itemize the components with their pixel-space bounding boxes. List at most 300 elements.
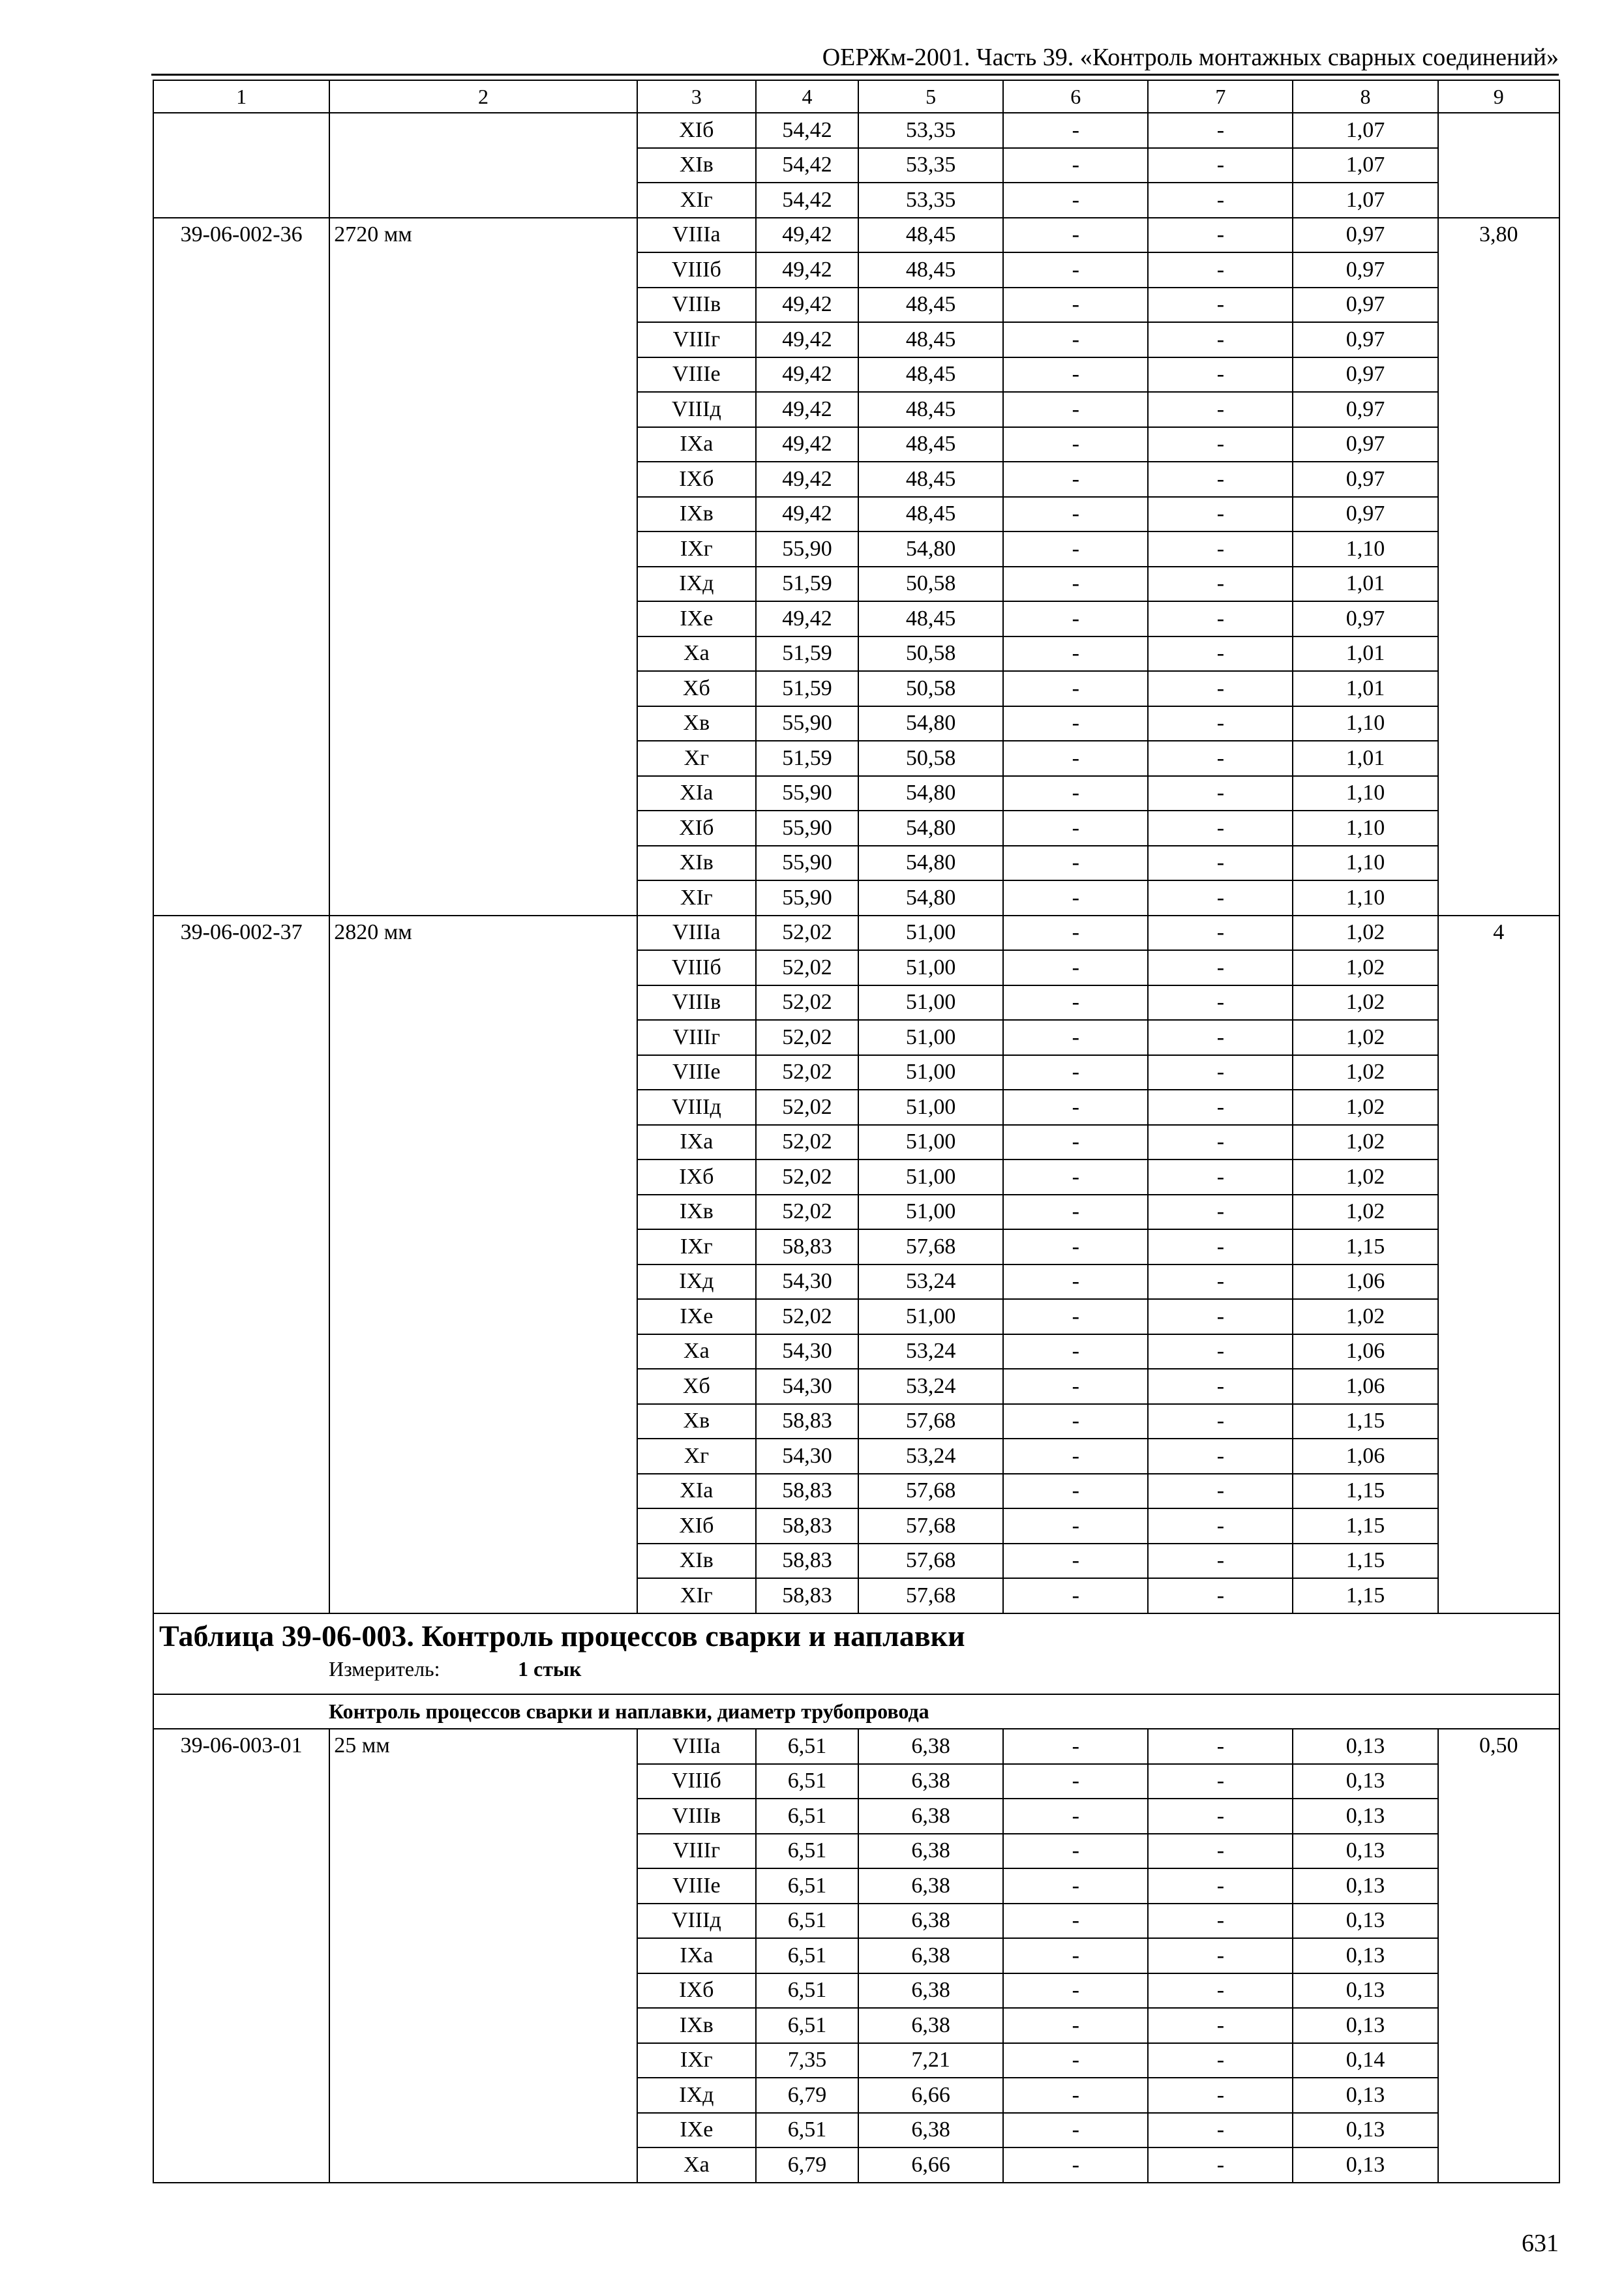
zone-cell: IXе: [637, 2113, 756, 2148]
zone-cell: Xа: [637, 636, 756, 672]
drivers-wages-cell: -: [1148, 1938, 1293, 1973]
wages-cell: 50,58: [858, 741, 1003, 776]
materials-cell: 1,15: [1293, 1544, 1437, 1579]
machines-cell: -: [1003, 880, 1148, 916]
zone-cell: XIб: [637, 811, 756, 846]
machines-cell: -: [1003, 1299, 1148, 1334]
wages-cell: 51,00: [858, 1020, 1003, 1055]
machines-cell: -: [1003, 846, 1148, 881]
drivers-wages-cell: -: [1148, 1125, 1293, 1160]
column-number: 4: [756, 80, 858, 113]
machines-cell: -: [1003, 1229, 1148, 1264]
drivers-wages-cell: -: [1148, 1729, 1293, 1764]
drivers-wages-cell: -: [1148, 1834, 1293, 1869]
labor-norm-cell: 4: [1438, 916, 1560, 1613]
wages-cell: 6,38: [858, 1868, 1003, 1904]
zone-cell: VIIIа: [637, 916, 756, 951]
cost-total-cell: 52,02: [756, 1125, 858, 1160]
materials-cell: 0,97: [1293, 601, 1437, 636]
machines-cell: -: [1003, 497, 1148, 532]
zone-cell: Xб: [637, 1369, 756, 1404]
drivers-wages-cell: -: [1148, 1264, 1293, 1300]
materials-cell: 1,10: [1293, 531, 1437, 567]
materials-cell: 1,10: [1293, 776, 1437, 811]
zone-cell: IXв: [637, 2008, 756, 2043]
zone-cell: Xа: [637, 2147, 756, 2183]
drivers-wages-cell: -: [1148, 811, 1293, 846]
machines-cell: -: [1003, 741, 1148, 776]
machines-cell: -: [1003, 2078, 1148, 2113]
cost-total-cell: 52,02: [756, 1020, 858, 1055]
drivers-wages-cell: -: [1148, 1474, 1293, 1509]
wages-cell: 48,45: [858, 357, 1003, 393]
zone-cell: VIIIг: [637, 322, 756, 357]
zone-cell: IXе: [637, 1299, 756, 1334]
wages-cell: 57,68: [858, 1578, 1003, 1613]
zone-cell: IXд: [637, 1264, 756, 1300]
materials-cell: 0,13: [1293, 2147, 1437, 2183]
machines-cell: -: [1003, 2043, 1148, 2078]
machines-cell: -: [1003, 531, 1148, 567]
materials-cell: 1,06: [1293, 1439, 1437, 1474]
zone-cell: IXв: [637, 1195, 756, 1230]
cost-total-cell: 49,42: [756, 252, 858, 288]
machines-cell: -: [1003, 462, 1148, 497]
cost-total-cell: 49,42: [756, 462, 858, 497]
drivers-wages-cell: -: [1148, 322, 1293, 357]
row-code: 39-06-002-37: [153, 916, 329, 1613]
machines-cell: -: [1003, 671, 1148, 706]
materials-cell: 0,13: [1293, 1799, 1437, 1834]
drivers-wages-cell: -: [1148, 1764, 1293, 1799]
zone-cell: XIг: [637, 1578, 756, 1613]
drivers-wages-cell: -: [1148, 1799, 1293, 1834]
materials-cell: 0,13: [1293, 1729, 1437, 1764]
materials-cell: 0,97: [1293, 288, 1437, 323]
drivers-wages-cell: -: [1148, 1369, 1293, 1404]
cost-total-cell: 55,90: [756, 706, 858, 741]
wages-cell: 53,24: [858, 1264, 1003, 1300]
table-body: [153, 80, 1559, 2183]
materials-cell: 0,97: [1293, 357, 1437, 393]
machines-cell: -: [1003, 1369, 1148, 1404]
drivers-wages-cell: -: [1148, 2147, 1293, 2183]
zone-cell: XIб: [637, 1508, 756, 1544]
drivers-wages-cell: -: [1148, 392, 1293, 427]
wages-cell: 51,00: [858, 1125, 1003, 1160]
materials-cell: 0,97: [1293, 392, 1437, 427]
row-name: 2820 мм: [329, 916, 637, 1613]
machines-cell: -: [1003, 2147, 1148, 2183]
drivers-wages-cell: -: [1148, 1299, 1293, 1334]
wages-cell: 51,00: [858, 1299, 1003, 1334]
zone-cell: VIIIд: [637, 1904, 756, 1939]
machines-cell: -: [1003, 1904, 1148, 1939]
drivers-wages-cell: -: [1148, 497, 1293, 532]
cost-total-cell: 6,51: [756, 1973, 858, 2009]
machines-cell: -: [1003, 1868, 1148, 1904]
drivers-wages-cell: -: [1148, 671, 1293, 706]
wages-cell: 48,45: [858, 288, 1003, 323]
zone-cell: Xа: [637, 1334, 756, 1369]
cost-total-cell: 6,51: [756, 1799, 858, 1834]
drivers-wages-cell: -: [1148, 427, 1293, 462]
machines-cell: -: [1003, 1404, 1148, 1439]
cost-total-cell: 58,83: [756, 1508, 858, 1544]
zone-cell: IXа: [637, 427, 756, 462]
column-number: 1: [153, 80, 329, 113]
cost-total-cell: 7,35: [756, 2043, 858, 2078]
drivers-wages-cell: -: [1148, 916, 1293, 951]
wages-cell: 53,35: [858, 183, 1003, 218]
drivers-wages-cell: -: [1148, 357, 1293, 393]
zone-cell: VIIIв: [637, 1799, 756, 1834]
cost-total-cell: 49,42: [756, 218, 858, 253]
zone-cell: VIIIе: [637, 1055, 756, 1090]
machines-cell: -: [1003, 1729, 1148, 1764]
cost-total-cell: 52,02: [756, 1195, 858, 1230]
wages-cell: 6,38: [858, 1973, 1003, 2009]
cost-total-cell: 51,59: [756, 567, 858, 602]
cost-total-cell: 54,42: [756, 183, 858, 218]
cost-total-cell: 6,51: [756, 2113, 858, 2148]
cost-total-cell: 54,42: [756, 113, 858, 148]
cost-total-cell: 6,51: [756, 1834, 858, 1869]
wages-cell: 51,00: [858, 916, 1003, 951]
materials-cell: 0,13: [1293, 1868, 1437, 1904]
row-code: [153, 113, 329, 218]
cost-total-cell: 6,51: [756, 1868, 858, 1904]
cost-total-cell: 6,51: [756, 1729, 858, 1764]
zone-cell: XIг: [637, 880, 756, 916]
zone-cell: Xг: [637, 741, 756, 776]
wages-cell: 51,00: [858, 1159, 1003, 1195]
running-header: ОЕРЖм-2001. Часть 39. «Контроль монтажных сварных соединений»: [822, 44, 1559, 71]
zone-cell: IXд: [637, 567, 756, 602]
wages-cell: 48,45: [858, 392, 1003, 427]
drivers-wages-cell: -: [1148, 1090, 1293, 1125]
zone-cell: VIIIа: [637, 218, 756, 253]
machines-cell: -: [1003, 776, 1148, 811]
cost-total-cell: 58,83: [756, 1404, 858, 1439]
materials-cell: 0,97: [1293, 252, 1437, 288]
cost-total-cell: 52,02: [756, 1090, 858, 1125]
machines-cell: -: [1003, 252, 1148, 288]
zone-cell: IXг: [637, 531, 756, 567]
row-code: 39-06-003-01: [153, 1729, 329, 2183]
machines-cell: -: [1003, 1125, 1148, 1160]
cost-total-cell: 54,30: [756, 1264, 858, 1300]
materials-cell: 0,13: [1293, 2008, 1437, 2043]
wages-cell: 51,00: [858, 1195, 1003, 1230]
wages-cell: 6,66: [858, 2078, 1003, 2113]
cost-total-cell: 52,02: [756, 1299, 858, 1334]
labor-norm-cell: [1438, 113, 1560, 218]
wages-cell: 7,21: [858, 2043, 1003, 2078]
zone-cell: Xг: [637, 1439, 756, 1474]
wages-cell: 6,38: [858, 1904, 1003, 1939]
machines-cell: -: [1003, 1799, 1148, 1834]
cost-total-cell: 58,83: [756, 1229, 858, 1264]
wages-cell: 54,80: [858, 776, 1003, 811]
table-title: Таблица 39-06-003. Контроль процессов сварки и наплавки: [159, 1619, 965, 1653]
materials-cell: 0,13: [1293, 1938, 1437, 1973]
zone-cell: VIIIг: [637, 1834, 756, 1869]
labor-norm-cell: 3,80: [1438, 218, 1560, 916]
materials-cell: 1,02: [1293, 950, 1437, 985]
wages-cell: 51,00: [858, 1090, 1003, 1125]
price-table: [153, 80, 1560, 2183]
drivers-wages-cell: -: [1148, 636, 1293, 672]
drivers-wages-cell: -: [1148, 741, 1293, 776]
drivers-wages-cell: -: [1148, 1973, 1293, 2009]
machines-cell: -: [1003, 1334, 1148, 1369]
materials-cell: 1,01: [1293, 741, 1437, 776]
wages-cell: 54,80: [858, 531, 1003, 567]
zone-cell: VIIIе: [637, 357, 756, 393]
zone-cell: IXа: [637, 1938, 756, 1973]
cost-total-cell: 55,90: [756, 880, 858, 916]
machines-cell: -: [1003, 1195, 1148, 1230]
column-number: 9: [1438, 80, 1560, 113]
materials-cell: 1,02: [1293, 985, 1437, 1021]
zone-cell: IXб: [637, 462, 756, 497]
drivers-wages-cell: -: [1148, 2043, 1293, 2078]
machines-cell: -: [1003, 1264, 1148, 1300]
wages-cell: 53,24: [858, 1334, 1003, 1369]
section-row: [153, 1694, 1559, 1729]
drivers-wages-cell: -: [1148, 1508, 1293, 1544]
section-title: Контроль процессов сварки и наплавки, диаметр трубопровода: [153, 1694, 1559, 1729]
wages-cell: 48,45: [858, 427, 1003, 462]
wages-cell: 51,00: [858, 1055, 1003, 1090]
cost-total-cell: 6,51: [756, 2008, 858, 2043]
materials-cell: 1,10: [1293, 846, 1437, 881]
row-name: 2720 мм: [329, 218, 637, 916]
materials-cell: 0,13: [1293, 1904, 1437, 1939]
machines-cell: -: [1003, 636, 1148, 672]
machines-cell: -: [1003, 183, 1148, 218]
drivers-wages-cell: -: [1148, 462, 1293, 497]
wages-cell: 6,66: [858, 2147, 1003, 2183]
zone-cell: Xб: [637, 671, 756, 706]
cost-total-cell: 54,30: [756, 1439, 858, 1474]
drivers-wages-cell: -: [1148, 183, 1293, 218]
materials-cell: 0,14: [1293, 2043, 1437, 2078]
zone-cell: XIа: [637, 776, 756, 811]
zone-cell: VIIIд: [637, 392, 756, 427]
drivers-wages-cell: -: [1148, 601, 1293, 636]
zone-cell: VIIIб: [637, 1764, 756, 1799]
cost-total-cell: 6,79: [756, 2078, 858, 2113]
wages-cell: 53,35: [858, 113, 1003, 148]
zone-cell: VIIIг: [637, 1020, 756, 1055]
machines-cell: -: [1003, 567, 1148, 602]
wages-cell: 54,80: [858, 706, 1003, 741]
cost-total-cell: 49,42: [756, 357, 858, 393]
materials-cell: 1,15: [1293, 1578, 1437, 1613]
zone-cell: IXе: [637, 601, 756, 636]
materials-cell: 1,02: [1293, 1195, 1437, 1230]
wages-cell: 6,38: [858, 1938, 1003, 1973]
drivers-wages-cell: -: [1148, 2113, 1293, 2148]
machines-cell: -: [1003, 1973, 1148, 2009]
drivers-wages-cell: -: [1148, 1229, 1293, 1264]
row-name: 25 мм: [329, 1729, 637, 2183]
drivers-wages-cell: -: [1148, 846, 1293, 881]
machines-cell: -: [1003, 1474, 1148, 1509]
column-number-row: [153, 80, 1559, 113]
materials-cell: 1,15: [1293, 1404, 1437, 1439]
header-rule: [151, 74, 1559, 76]
drivers-wages-cell: -: [1148, 880, 1293, 916]
meter-line: [159, 1654, 1554, 1683]
zone-cell: IXв: [637, 497, 756, 532]
labor-norm-cell: 0,50: [1438, 1729, 1560, 2183]
cost-total-cell: 52,02: [756, 1159, 858, 1195]
materials-cell: 1,10: [1293, 706, 1437, 741]
materials-cell: 0,97: [1293, 322, 1437, 357]
drivers-wages-cell: -: [1148, 252, 1293, 288]
meter-label: Измеритель:: [329, 1656, 440, 1681]
cost-total-cell: 49,42: [756, 322, 858, 357]
drivers-wages-cell: -: [1148, 1544, 1293, 1579]
materials-cell: 1,02: [1293, 1159, 1437, 1195]
wages-cell: 48,45: [858, 601, 1003, 636]
zone-cell: XIа: [637, 1474, 756, 1509]
materials-cell: 1,10: [1293, 880, 1437, 916]
machines-cell: -: [1003, 1544, 1148, 1579]
machines-cell: -: [1003, 706, 1148, 741]
materials-cell: 1,01: [1293, 636, 1437, 672]
cost-total-cell: 51,59: [756, 741, 858, 776]
wages-cell: 54,80: [858, 880, 1003, 916]
cost-total-cell: 55,90: [756, 811, 858, 846]
drivers-wages-cell: -: [1148, 1868, 1293, 1904]
zone-cell: VIIIб: [637, 252, 756, 288]
machines-cell: -: [1003, 148, 1148, 183]
machines-cell: -: [1003, 427, 1148, 462]
materials-cell: 1,02: [1293, 1090, 1437, 1125]
wages-cell: 53,24: [858, 1369, 1003, 1404]
cost-total-cell: 49,42: [756, 392, 858, 427]
materials-cell: 1,02: [1293, 1020, 1437, 1055]
table-row: [153, 218, 1559, 253]
machines-cell: -: [1003, 357, 1148, 393]
materials-cell: 0,97: [1293, 218, 1437, 253]
cost-total-cell: 55,90: [756, 531, 858, 567]
machines-cell: -: [1003, 1020, 1148, 1055]
materials-cell: 1,02: [1293, 1125, 1437, 1160]
machines-cell: -: [1003, 322, 1148, 357]
materials-cell: 1,10: [1293, 811, 1437, 846]
drivers-wages-cell: -: [1148, 531, 1293, 567]
zone-cell: IXа: [637, 1125, 756, 1160]
materials-cell: 1,07: [1293, 183, 1437, 218]
machines-cell: -: [1003, 1938, 1148, 1973]
cost-total-cell: 54,30: [756, 1369, 858, 1404]
drivers-wages-cell: -: [1148, 2008, 1293, 2043]
column-number: 7: [1148, 80, 1293, 113]
machines-cell: -: [1003, 1578, 1148, 1613]
machines-cell: -: [1003, 2008, 1148, 2043]
cost-total-cell: 6,51: [756, 1938, 858, 1973]
table-row: [153, 113, 1559, 148]
drivers-wages-cell: -: [1148, 218, 1293, 253]
zone-cell: XIв: [637, 1544, 756, 1579]
zone-cell: XIг: [637, 183, 756, 218]
wages-cell: 51,00: [858, 950, 1003, 985]
row-name: [329, 113, 637, 218]
materials-cell: 0,13: [1293, 1764, 1437, 1799]
drivers-wages-cell: -: [1148, 1020, 1293, 1055]
drivers-wages-cell: -: [1148, 1578, 1293, 1613]
zone-cell: Xв: [637, 1404, 756, 1439]
wages-cell: 53,24: [858, 1439, 1003, 1474]
column-number: 3: [637, 80, 756, 113]
wages-cell: 53,35: [858, 148, 1003, 183]
cost-total-cell: 52,02: [756, 1055, 858, 1090]
machines-cell: -: [1003, 1159, 1148, 1195]
zone-cell: VIIIб: [637, 950, 756, 985]
drivers-wages-cell: -: [1148, 288, 1293, 323]
zone-cell: VIIIд: [637, 1090, 756, 1125]
wages-cell: 6,38: [858, 1729, 1003, 1764]
cost-total-cell: 49,42: [756, 288, 858, 323]
materials-cell: 1,06: [1293, 1264, 1437, 1300]
machines-cell: -: [1003, 985, 1148, 1021]
machines-cell: -: [1003, 218, 1148, 253]
zone-cell: VIIIв: [637, 985, 756, 1021]
materials-cell: 0,13: [1293, 1973, 1437, 2009]
drivers-wages-cell: -: [1148, 1334, 1293, 1369]
table-title-row: [153, 1613, 1559, 1694]
zone-cell: VIIIе: [637, 1868, 756, 1904]
wages-cell: 6,38: [858, 1799, 1003, 1834]
wages-cell: 57,68: [858, 1404, 1003, 1439]
materials-cell: 1,06: [1293, 1334, 1437, 1369]
zone-cell: XIв: [637, 148, 756, 183]
wages-cell: 6,38: [858, 1764, 1003, 1799]
wages-cell: 57,68: [858, 1508, 1003, 1544]
materials-cell: 1,15: [1293, 1508, 1437, 1544]
drivers-wages-cell: -: [1148, 985, 1293, 1021]
materials-cell: 1,02: [1293, 1299, 1437, 1334]
cost-total-cell: 52,02: [756, 950, 858, 985]
meter-value: 1 стык: [518, 1656, 582, 1681]
materials-cell: 1,06: [1293, 1369, 1437, 1404]
cost-total-cell: 6,51: [756, 1904, 858, 1939]
wages-cell: 48,45: [858, 252, 1003, 288]
cost-total-cell: 49,42: [756, 601, 858, 636]
drivers-wages-cell: -: [1148, 1404, 1293, 1439]
wages-cell: 6,38: [858, 2008, 1003, 2043]
drivers-wages-cell: -: [1148, 567, 1293, 602]
wages-cell: 48,45: [858, 218, 1003, 253]
zone-cell: VIIIа: [637, 1729, 756, 1764]
zone-cell: IXд: [637, 2078, 756, 2113]
materials-cell: 1,01: [1293, 567, 1437, 602]
materials-cell: 1,07: [1293, 113, 1437, 148]
drivers-wages-cell: -: [1148, 1159, 1293, 1195]
machines-cell: -: [1003, 1764, 1148, 1799]
materials-cell: 1,02: [1293, 1055, 1437, 1090]
wages-cell: 54,80: [858, 846, 1003, 881]
machines-cell: -: [1003, 1834, 1148, 1869]
materials-cell: 1,01: [1293, 671, 1437, 706]
drivers-wages-cell: -: [1148, 776, 1293, 811]
cost-total-cell: 49,42: [756, 427, 858, 462]
